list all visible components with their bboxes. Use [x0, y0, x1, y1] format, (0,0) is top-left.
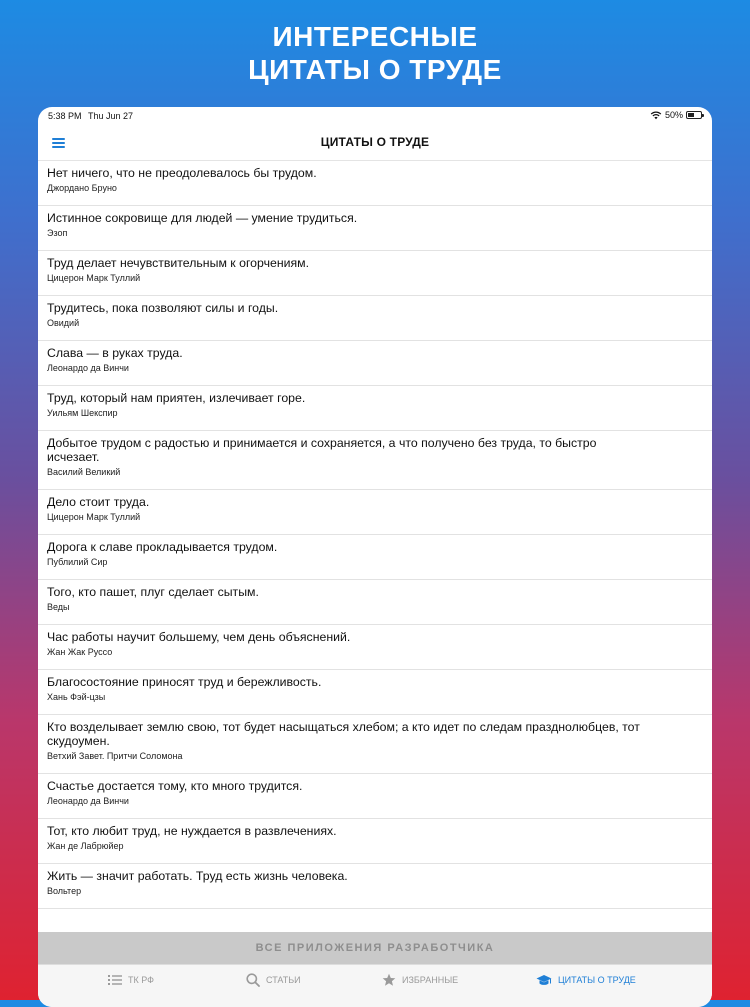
star-icon [382, 973, 396, 987]
quote-row[interactable] [38, 625, 712, 670]
search-icon [246, 973, 260, 987]
quote-text: Жить — значит работать. Труд есть жизнь человека. [47, 869, 348, 883]
status-date: Thu Jun 27 [88, 111, 134, 121]
quote-author: Леонардо да Винчи [47, 363, 129, 373]
quote-author: Леонардо да Винчи [47, 796, 129, 806]
quote-row[interactable] [38, 670, 712, 715]
quote-text: Трудитесь, пока позволяют силы и годы. [47, 301, 279, 315]
page-title: ЦИТАТЫ О ТРУДЕ [320, 135, 430, 149]
tab-label: ИЗБРАННЫЕ [402, 975, 459, 985]
quote-row[interactable] [38, 774, 712, 819]
quote-author: Публилий Сир [47, 557, 108, 567]
tab-label: ТК РФ [128, 975, 154, 985]
quote-text: Час работы научит большему, чем день объяснений. [47, 630, 351, 644]
quote-text: Дело стоит труда. [47, 495, 150, 509]
quote-text: Кто возделывает землю свою, тот будет насыщаться хлебом; а кто идет по следам празднолюбцев, тот скудоумен. [47, 720, 640, 748]
quote-author: Цицерон Марк Туллий [47, 512, 141, 522]
promo-line-1: ИНТЕРЕСНЫЕ [272, 21, 478, 52]
quote-row[interactable] [38, 580, 712, 625]
quote-row[interactable] [38, 386, 712, 431]
quote-row[interactable] [38, 864, 712, 909]
promo-heading [0, 20, 750, 86]
quote-text: Добытое трудом с радостью и принимается и сохраняется, а что получено без труда, то быстро исчезает. [47, 436, 597, 464]
promo-line-2: ЦИТАТЫ О ТРУДЕ [248, 54, 502, 85]
quote-row[interactable] [38, 431, 712, 490]
battery-percent: 50% [664, 110, 683, 120]
quote-text: Труд, который нам приятен, излечивает горе. [47, 391, 306, 405]
quote-text: Труд делает нечувствительным к огорчениям. [47, 256, 310, 270]
tab-favorites[interactable] [382, 965, 458, 1007]
quote-author: Уильям Шекспир [47, 408, 118, 418]
battery-icon [686, 111, 702, 119]
device-screen [38, 107, 712, 1007]
quote-author: Джордано Бруно [47, 183, 117, 193]
graduation-cap-icon [536, 974, 552, 987]
tab-labor-quotes[interactable] [536, 965, 636, 1007]
quote-text: Счастье достается тому, кто много трудится. [47, 779, 303, 793]
quote-author: Эзоп [47, 228, 68, 238]
quote-list[interactable] [38, 161, 712, 932]
quote-author: Хань Фэй-цзы [47, 692, 106, 702]
all-developer-apps-button[interactable]: ВСЕ ПРИЛОЖЕНИЯ РАЗРАБОТЧИКА [38, 932, 712, 964]
quote-author: Овидий [47, 318, 80, 328]
quote-row[interactable] [38, 251, 712, 296]
quote-text: Дорога к славе прокладывается трудом. [47, 540, 278, 554]
quote-author: Веды [47, 602, 70, 612]
tab-labor-code[interactable] [108, 965, 154, 1007]
wifi-icon [650, 110, 662, 120]
quote-author: Вольтер [47, 886, 82, 896]
quote-row[interactable] [38, 341, 712, 386]
list-icon [108, 974, 122, 986]
quote-row[interactable] [38, 161, 712, 206]
quote-row[interactable] [38, 535, 712, 580]
tab-label: ЦИТАТЫ О ТРУДЕ [558, 975, 636, 985]
quote-row[interactable] [38, 715, 712, 774]
quote-row[interactable] [38, 490, 712, 535]
nav-bar [38, 126, 712, 161]
quote-author: Жан де Лабрюйер [47, 841, 124, 851]
quote-text: Благосостояние приносят труд и бережливость. [47, 675, 322, 689]
quote-text: Нет ничего, что не преодолевалось бы трудом. [47, 166, 317, 180]
quote-text: Того, кто пашет, плуг сделает сытым. [47, 585, 259, 599]
quote-author: Василий Великий [47, 467, 121, 477]
tab-articles[interactable] [246, 965, 301, 1007]
quote-row[interactable] [38, 206, 712, 251]
quote-text: Слава — в руках труда. [47, 346, 183, 360]
quote-text: Тот, кто любит труд, не нуждается в развлечениях. [47, 824, 337, 838]
status-right [650, 110, 702, 120]
quote-row[interactable] [38, 296, 712, 341]
battery-level [688, 113, 694, 117]
tab-label: СТАТЬИ [266, 975, 301, 985]
status-bar [38, 107, 712, 126]
tab-bar [38, 964, 712, 1007]
status-time: 5:38 PM [48, 111, 82, 121]
quote-text: Истинное сокровище для людей — умение трудиться. [47, 211, 358, 225]
quote-row[interactable] [38, 819, 712, 864]
quote-author: Цицерон Марк Туллий [47, 273, 141, 283]
quote-author: Ветхий Завет. Притчи Соломона [47, 751, 183, 761]
quote-author: Жан Жак Руссо [47, 647, 113, 657]
